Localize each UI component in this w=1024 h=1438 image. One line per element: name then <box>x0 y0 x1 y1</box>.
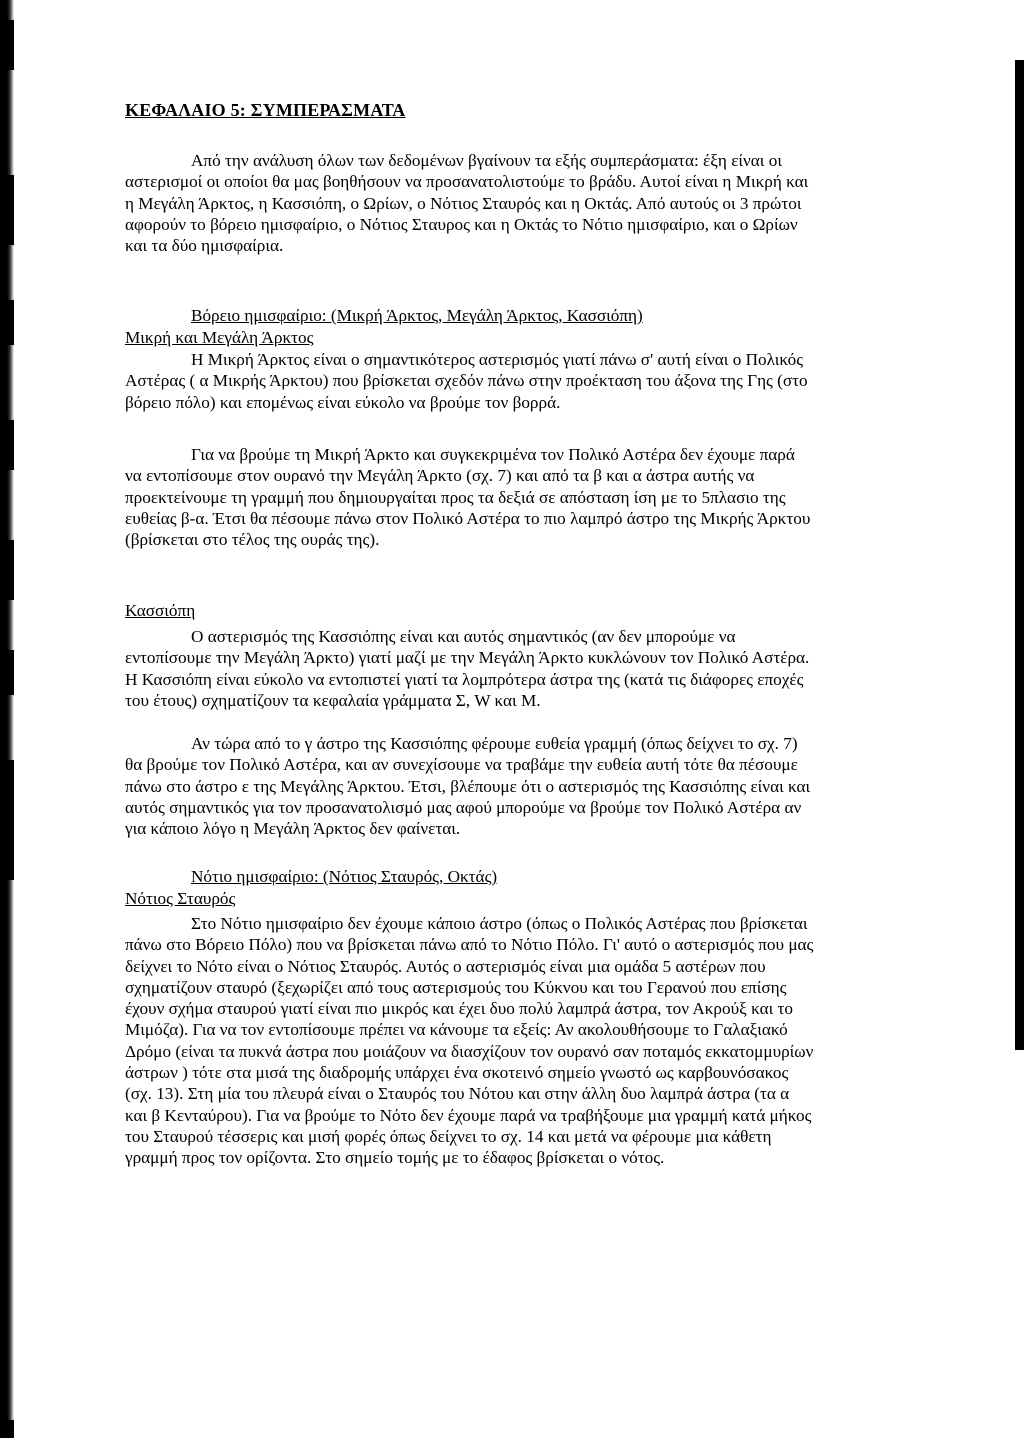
southern-cross-subheading: Νότιος Σταυρός <box>125 889 236 908</box>
cassiopeia-paragraph-1: Ο αστερισμός της Κασσιόπης είναι και αυτός σημαντικός (αν δεν μπορούμε να εντοπίσουμε την Μεγάλη Άρκτο) γιατί μαζί με την Μεγάλη Άρκτο κυκλώνουν τον Πολικό Αστέρα. Η Κασσιόπη είναι εύκολο να εντοπιστεί γιατί τα λομπρότερα άστρα της (κατά τις διάφορες εποχές του έτους) σχηματίζουν τα κεφαλαία γράμματα Σ, W και Μ. <box>125 627 810 710</box>
south-hemisphere-heading: Νότιο ημισφαίριο: (Νότιος Σταυρός, Οκτάς) <box>191 867 498 886</box>
north-hemisphere-heading: Βόρειο ημισφαίριο: (Μικρή Άρκτος, Μεγάλη Άρκτος, Κασσιόπη) <box>191 306 643 325</box>
bears-paragraph-2: Για να βρούμε τη Μικρή Άρκτο και συγκεκριμένα τον Πολικό Αστέρα δεν έχουμε παρά να εντοπίσουμε στον ουρανό την Μεγάλη Άρκτο (σχ. 7) και από τα β και α άστρα αυτής να προεκτείνουμε τη γραμμή που δημιουργαίται προς τα δεξιά σε απόσταση ίση με το 5πλασιο της ευθείας β-α. Έτσι θα πέσουμε πάνω στον Πολικό Αστέρα το πιο λαμπρό άστρο της Μικρής Άρκτου (βρίσκεται στο τέλος της ουράς της). <box>125 445 811 550</box>
scan-mark <box>4 540 14 600</box>
scan-mark <box>4 1420 14 1438</box>
cassiopeia-paragraph-2: Αν τώρα από το γ άστρο της Κασσιόπης φέρουμε ευθεία γραμμή (όπως δείχνει το σχ. 7) θα βρούμε τον Πολικό Αστέρα, και αν συνεχίσουμε να τραβάμε την ευθεία αυτή τότε θα πέσουμε πάνω στο άστρο ε της Μεγάλης Άρκτου. Έτσι, βλέπουμε ότι ο αστερισμός της Κασσιόπης είναι και αυτός σημαντικός για τον προσανατολισμό μας αφού μπορούμε να βρούμε τον Πολικό Αστέρα αν για κάποιο λόγο η Μεγάλη Άρκτος δεν φαίνεται. <box>125 734 811 839</box>
scan-mark <box>4 175 14 245</box>
scan-gap <box>1015 1050 1024 1438</box>
scan-mark <box>4 760 14 880</box>
chapter-title: ΚΕΦΑΛΑΙΟ 5: ΣΥΜΠΕΡΑΣΜΑΤΑ <box>125 100 406 120</box>
scan-mark <box>4 20 14 70</box>
southern-cross-paragraph: Στο Νότιο ημισφαίριο δεν έχουμε κάποιο άστρο (όπως ο Πολικός Αστέρας που βρίσκεται πάνω στο Βόρειο Πόλο) που να βρίσκεται πάνω από το Νότιο Πόλο. Γι' αυτό ο αστερισμός που μας δείχνει το Νότο είναι ο Νότιος Σταυρός. Αυτός ο αστερισμός είναι μια ομάδα 5 αστέρων που σχηματίζουν σταυρό (ξεχωρίζει από τους αστερισμούς του Κύκνου και του Γερανού που επίσης έχουν σχήμα σταυρού γιατί είναι πιο μικρός και έχει δυο πολύ λαμπρά άστρα, τον Ακρούξ και το Μιμόζα). Για να τον εντοπίσουμε πρέπει να κάνουμε τα εξείς: Αν ακολουθήσουμε το Γαλαξιακό Δρόμο (είναι τα πυκνά άστρα που μοιάζουν να διασχίζουν τον ουρανό σαν ποταμός εκκατομμυρίων άστρων ) τότε στα μισά της διαδρομής υπάρχει ένα σκοτεινό σημείο γνωστό ως καρβουνόσακος (σχ. 13). Στη μία του πλευρά είναι ο Σταυρός του Νότου και στην άλλη δυο λαμπρά άστρα (τα α και β Κενταύρου). Για να βρούμε το Νότο δεν έχουμε παρά να τραβήξουμε μια γραμμή κατά μήκος του Σταυρού τέσσερις και μισή φορές όπως δείχνει το σχ. 14 και μετά να φέρουμε μια κάθετη γραμμή προς τον ορίζοντα. Στο σημείο τομής με το έδαφος βρίσκεται ο νότος. <box>125 914 814 1168</box>
bears-paragraph-1: Η Μικρή Άρκτος είναι ο σημαντικότερος αστερισμός γιατί πάνω σ' αυτή είναι ο Πολικός Αστέρας ( α Μικρής Άρκτου) που βρίσκεται σχεδόν πάνω στην προέκταση του άξονα της Γης (στο βόρειο πόλο) και επομένως είναι εύκολο να βρούμε τον βορρά. <box>125 350 808 412</box>
scan-mark <box>4 650 14 695</box>
cassiopeia-subheading: Κασσιόπη <box>125 601 196 620</box>
scan-mark <box>4 300 14 345</box>
scan-mark <box>4 420 14 470</box>
intro-paragraph: Από την ανάλυση όλων των δεδομένων βγαίνουν τα εξής συμπεράσματα: έξη είναι οι αστερισμοί οι οποίοι θα μας βοηθήσουν να προσανατολιστούμε το βράδυ. Αυτοί είναι η Μικρή και η Μεγάλη Άρκτος, η Κασσιόπη, ο Ωρίων, ο Νότιος Σταυρός και η Οκτάς. Από αυτούς οι 3 πρώτοι αφορούν το βόρειο ημισφαίριο, ο Νότιος Σταυρος και η Οκτάς το Νότιο ημισφαίριο, και ο Ωρίων και τα δύο ημισφαίρια. <box>125 151 809 256</box>
scan-gap <box>1015 0 1024 60</box>
bears-subheading: Μικρή και Μεγάλη Άρκτος <box>125 328 314 347</box>
